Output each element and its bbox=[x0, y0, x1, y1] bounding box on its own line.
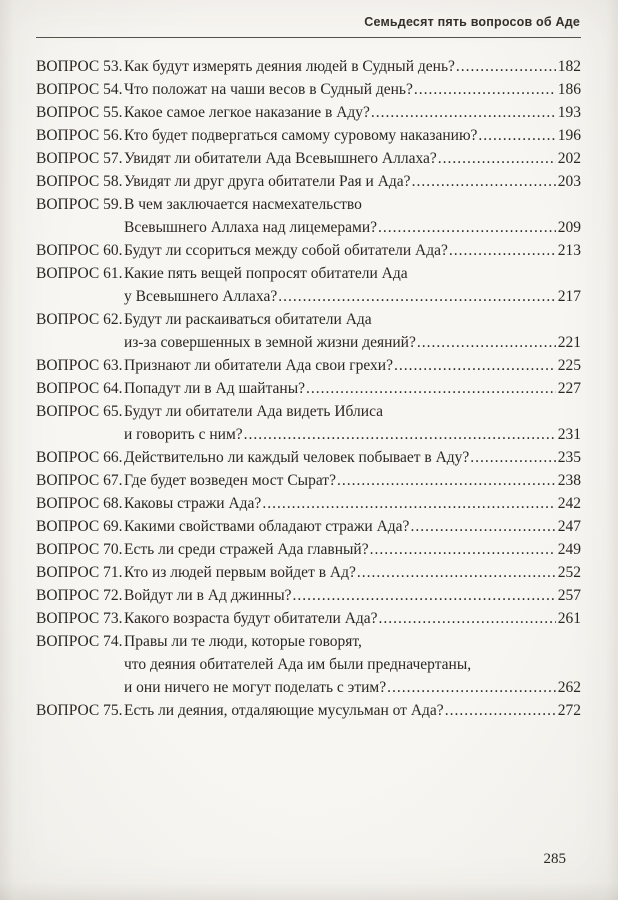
dot-leader bbox=[371, 101, 556, 124]
toc-entry-line bbox=[36, 492, 581, 515]
toc-entry-line bbox=[36, 78, 581, 101]
toc-entry bbox=[36, 239, 581, 262]
toc-entry-line bbox=[36, 561, 581, 584]
toc-entry bbox=[36, 354, 581, 377]
entry-label: ВОПРОС 55. bbox=[36, 104, 123, 121]
entry-title-text: Правы ли те люди, которые говорят, bbox=[124, 633, 362, 650]
entry-title-text: Войдут ли в Ад джинны? bbox=[124, 587, 292, 604]
toc-entry-line bbox=[36, 699, 581, 722]
entry-page-number: 257 bbox=[557, 587, 581, 604]
toc-entry bbox=[36, 400, 581, 446]
entry-page-number: 203 bbox=[557, 173, 581, 190]
entry-page-number: 238 bbox=[557, 472, 581, 489]
entry-page-number: 193 bbox=[557, 104, 581, 121]
toc-entry-line bbox=[36, 262, 581, 285]
toc-entry-line bbox=[36, 377, 581, 400]
dot-leader bbox=[412, 170, 556, 193]
entry-title-text: Где будет возведен мост Сырат? bbox=[124, 472, 336, 489]
toc-entry bbox=[36, 630, 581, 699]
entry-label: ВОПРОС 69. bbox=[36, 518, 123, 535]
entry-page-number: 262 bbox=[557, 679, 581, 696]
dot-leader bbox=[394, 354, 556, 377]
toc-entry-line bbox=[36, 469, 581, 492]
entry-title-text: и они ничего не могут поделать с этим? bbox=[124, 679, 387, 696]
entry-title-text: Будут ли раскаиваться обитатели Ада bbox=[124, 311, 372, 328]
entry-label: ВОПРОС 73. bbox=[36, 610, 123, 627]
entry-page-number: 252 bbox=[557, 564, 581, 581]
toc-entry-line bbox=[36, 147, 581, 170]
entry-title-text: Каковы стражи Ада? bbox=[124, 495, 262, 512]
entry-label: ВОПРОС 67. bbox=[36, 472, 123, 489]
entry-label: ВОПРОС 70. bbox=[36, 541, 123, 558]
entry-page-number: 209 bbox=[557, 219, 581, 236]
entry-label: ВОПРОС 75. bbox=[36, 702, 123, 719]
toc-entry-line bbox=[36, 239, 581, 262]
entry-label: ВОПРОС 66. bbox=[36, 449, 123, 466]
toc-entry bbox=[36, 124, 581, 147]
dot-leader bbox=[262, 492, 555, 515]
entry-label: ВОПРОС 58. bbox=[36, 173, 123, 190]
toc-entry-line bbox=[36, 193, 581, 216]
entry-page-number: 186 bbox=[557, 81, 581, 98]
entry-label: ВОПРОС 63. bbox=[36, 357, 123, 374]
toc-entry-line bbox=[36, 538, 581, 561]
dot-leader bbox=[306, 377, 556, 400]
toc-entry-line bbox=[36, 331, 581, 354]
dot-leader bbox=[387, 676, 556, 699]
entry-label: ВОПРОС 72. bbox=[36, 587, 123, 604]
entry-title-text: Есть ли среди стражей Ада главный? bbox=[124, 541, 369, 558]
entry-label: ВОПРОС 57. bbox=[36, 150, 123, 167]
toc-entry bbox=[36, 78, 581, 101]
toc-entry-line bbox=[36, 676, 581, 699]
toc-entry bbox=[36, 262, 581, 308]
entry-title-text: из-за совершенных в земной жизни деяний? bbox=[124, 334, 416, 351]
dot-leader bbox=[378, 216, 556, 239]
dot-leader bbox=[379, 607, 556, 630]
entry-label: ВОПРОС 56. bbox=[36, 127, 123, 144]
toc-entry-line bbox=[36, 446, 581, 469]
toc-entry-line bbox=[36, 400, 581, 423]
dot-leader bbox=[438, 147, 556, 170]
toc-entry bbox=[36, 538, 581, 561]
dot-leader bbox=[357, 561, 556, 584]
entry-title-text: Какие пять вещей попросят обитатели Ада bbox=[124, 265, 408, 282]
dot-leader bbox=[278, 285, 556, 308]
entry-label: ВОПРОС 60. bbox=[36, 242, 123, 259]
entry-page-number: 221 bbox=[557, 334, 581, 351]
entry-title-text: Всевышнего Аллаха над лицемерами? bbox=[124, 219, 378, 236]
toc-entry-line bbox=[36, 354, 581, 377]
toc-entry-line bbox=[36, 630, 581, 653]
toc-entry-line bbox=[36, 308, 581, 331]
entry-page-number: 227 bbox=[557, 380, 581, 397]
toc-entry bbox=[36, 193, 581, 239]
toc-entry-line bbox=[36, 170, 581, 193]
entry-title-text: Есть ли деяния, отдаляющие мусульман от Ада? bbox=[124, 702, 444, 719]
entry-title-text: Кто будет подвергаться самому суровому наказанию? bbox=[124, 127, 478, 144]
toc-entry-line bbox=[36, 423, 581, 446]
toc-entry-line bbox=[36, 285, 581, 308]
dot-leader bbox=[449, 239, 556, 262]
entry-title-text: Признают ли обитатели Ада свои грехи? bbox=[124, 357, 393, 374]
entry-title-text: Какое самое легкое наказание в Аду? bbox=[124, 104, 370, 121]
toc-entry-line bbox=[36, 55, 581, 78]
entry-page-number: 217 bbox=[557, 288, 581, 305]
entry-title-text: Что положат на чаши весов в Судный день? bbox=[124, 81, 413, 98]
entry-title-text: Какого возраста будут обитатели Ада? bbox=[124, 610, 378, 627]
header-rule bbox=[36, 37, 581, 38]
entry-label: ВОПРОС 74. bbox=[36, 633, 123, 650]
entry-title-text: Действительно ли каждый человек побывает в Аду? bbox=[124, 449, 470, 466]
toc-entry bbox=[36, 308, 581, 354]
entry-title-text: В чем заключается насмехательство bbox=[124, 196, 362, 213]
dot-leader bbox=[478, 124, 555, 147]
dot-leader bbox=[470, 446, 555, 469]
entry-page-number: 213 bbox=[557, 242, 581, 259]
toc-entry bbox=[36, 699, 581, 722]
entry-label: ВОПРОС 65. bbox=[36, 403, 123, 420]
entry-title-text: Какими свойствами обладают стражи Ада? bbox=[124, 518, 410, 535]
entry-page-number: 225 bbox=[557, 357, 581, 374]
toc-entry-line bbox=[36, 607, 581, 630]
entry-label: ВОПРОС 53. bbox=[36, 58, 123, 75]
entry-page-number: 272 bbox=[557, 702, 581, 719]
entry-title-text: Увидят ли друг друга обитатели Рая и Ада? bbox=[124, 173, 411, 190]
entry-page-number: 231 bbox=[557, 426, 581, 443]
dot-leader bbox=[414, 78, 556, 101]
entry-title-text: Будут ли обитатели Ада видеть Иблиса bbox=[124, 403, 384, 420]
dot-leader bbox=[244, 423, 556, 446]
entry-page-number: 247 bbox=[557, 518, 581, 535]
toc-entry bbox=[36, 607, 581, 630]
entry-page-number: 196 bbox=[557, 127, 581, 144]
dot-leader bbox=[417, 331, 556, 354]
entry-title-text: Увидят ли обитатели Ада Всевышнего Аллаха? bbox=[124, 150, 437, 167]
toc-entry-line bbox=[36, 653, 581, 676]
toc-list bbox=[36, 55, 581, 722]
entry-label: ВОПРОС 59. bbox=[36, 196, 123, 213]
entry-title-text: и говорить с ним? bbox=[124, 426, 243, 443]
dot-leader bbox=[445, 699, 556, 722]
entry-page-number: 242 bbox=[557, 495, 581, 512]
entry-label: ВОПРОС 61. bbox=[36, 265, 123, 282]
toc-entry bbox=[36, 492, 581, 515]
entry-page-number: 182 bbox=[557, 58, 581, 75]
dot-leader bbox=[370, 538, 556, 561]
entry-page-number: 261 bbox=[557, 610, 581, 627]
entry-title-text: что деяния обитателей Ада им были предначертаны, bbox=[124, 656, 472, 673]
entry-label: ВОПРОС 62. bbox=[36, 311, 123, 328]
entry-title-text: Как будут измерять деяния людей в Судный день? bbox=[124, 58, 455, 75]
dot-leader bbox=[293, 584, 556, 607]
toc-entry bbox=[36, 584, 581, 607]
dot-leader bbox=[337, 469, 556, 492]
entry-label: ВОПРОС 68. bbox=[36, 495, 123, 512]
entry-page-number: 235 bbox=[557, 449, 581, 466]
toc-entry bbox=[36, 446, 581, 469]
toc-entry bbox=[36, 170, 581, 193]
toc-entry bbox=[36, 561, 581, 584]
toc-entry-line bbox=[36, 124, 581, 147]
running-header-title: Семьдесят пять вопросов об Аде bbox=[364, 15, 580, 29]
entry-title-text: Кто из людей первым войдет в Ад? bbox=[124, 564, 356, 581]
dot-leader bbox=[456, 55, 556, 78]
toc-entry-line bbox=[36, 584, 581, 607]
toc-entry-line bbox=[36, 101, 581, 124]
entry-title-text: Будут ли ссориться между собой обитатели Ада? bbox=[124, 242, 448, 259]
toc-entry bbox=[36, 469, 581, 492]
toc-entry-line bbox=[36, 216, 581, 239]
entry-label: ВОПРОС 64. bbox=[36, 380, 123, 397]
entry-label: ВОПРОС 54. bbox=[36, 81, 123, 98]
entry-page-number: 249 bbox=[557, 541, 581, 558]
toc-entry bbox=[36, 515, 581, 538]
dot-leader bbox=[410, 515, 555, 538]
toc-entry bbox=[36, 377, 581, 400]
folio-page-number: 285 bbox=[543, 851, 566, 867]
toc-entry bbox=[36, 55, 581, 78]
entry-page-number: 202 bbox=[557, 150, 581, 167]
entry-title-text: у Всевышнего Аллаха? bbox=[124, 288, 278, 305]
toc-entry bbox=[36, 101, 581, 124]
entry-title-text: Попадут ли в Ад шайтаны? bbox=[124, 380, 305, 397]
toc-entry bbox=[36, 147, 581, 170]
toc-entry-line bbox=[36, 515, 581, 538]
entry-label: ВОПРОС 71. bbox=[36, 564, 123, 581]
